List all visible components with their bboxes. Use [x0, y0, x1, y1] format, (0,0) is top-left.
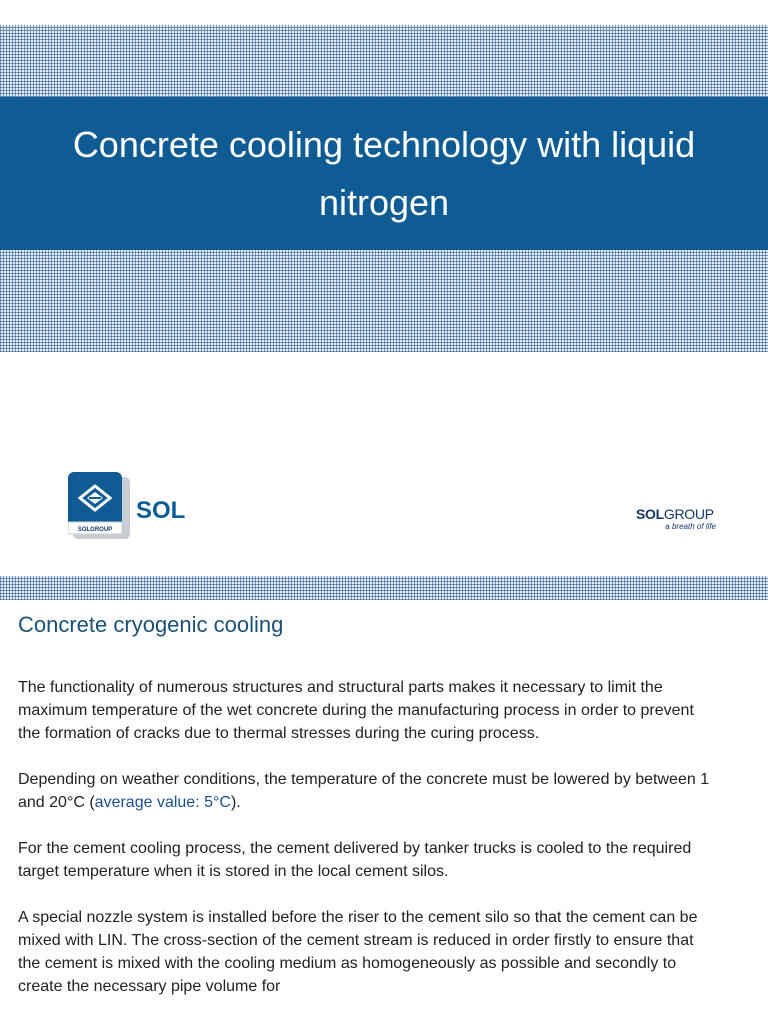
solgroup-logo: [636, 506, 726, 534]
solgroup-tagline: a breath of life: [665, 522, 716, 531]
solgroup-wordmark: SOLGROUP: [636, 506, 714, 522]
decorative-pattern-band-middle: [0, 250, 768, 352]
decorative-pattern-band-top: [0, 25, 768, 97]
paragraph-2: Depending on weather conditions, the temperature of the concrete must be lowered by between 1 and 20°C (average value: 5°C).: [18, 771, 710, 811]
sol-logo-icon: [68, 472, 193, 542]
highlighted-average-value: average value: 5°C: [94, 794, 231, 811]
paragraph-3: For the cement cooling process, the cement delivered by tanker trucks is cooled to the required target temperature when it is stored in the local cement silos.: [18, 840, 692, 880]
sol-logo-sublabel: SOLGROUP: [77, 527, 113, 533]
decorative-pattern-band-lower: [0, 576, 768, 600]
sol-logo: [68, 472, 193, 542]
sol-logo-wordmark: SOL: [136, 497, 186, 524]
title-bar: [0, 97, 768, 250]
paragraph-4: A special nozzle system is installed before the riser to the cement silo so that the cement can be mixed with LIN. The cross-section of the cement stream is reduced in order firstly to ensure that the cement is mixed with the cooling medium as homogeneously as possible and secondly to create the necessary pipe volume for: [18, 909, 698, 995]
paragraph-1: The functionality of numerous structures and structural parts makes it necessary to limit the maximum temperature of the wet concrete during the manufacturing process in order to prevent the formation of cracks due to thermal stresses during the curing process.: [18, 679, 694, 742]
section-heading: Concrete cryogenic cooling: [18, 612, 284, 637]
body-text: [18, 676, 718, 1021]
page-title: Concrete cooling technology with liquid nitrogen: [72, 123, 696, 223]
